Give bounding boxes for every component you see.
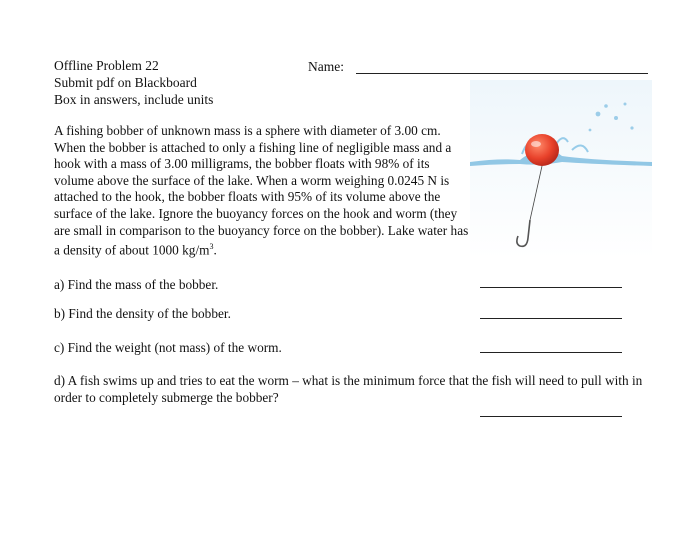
water-drop [614, 116, 618, 120]
water-drop [589, 129, 592, 132]
bobber-highlight [531, 141, 541, 147]
question-d: d) A fish swims up and tries to eat the worm – what is the minimum force that the fish will need to pull with in order to completely submerge the bobber? [54, 373, 643, 405]
problem-end: . [213, 242, 217, 258]
question-c: c) Find the weight (not mass) of the worm. [54, 340, 282, 355]
water-drop [624, 103, 627, 106]
fishing-bobber-illustration [470, 80, 652, 258]
name-field-line[interactable] [356, 73, 648, 74]
header-box-instruction: Box in answers, include units [54, 92, 214, 107]
water-drop [604, 104, 608, 108]
question-a: a) Find the mass of the bobber. [54, 277, 219, 292]
answer-line-c[interactable] [480, 352, 622, 353]
bobber [525, 134, 559, 166]
name-label: Name: [308, 59, 344, 74]
water-drop [630, 126, 633, 129]
answer-line-a[interactable] [480, 287, 622, 288]
header-submit-instruction: Submit pdf on Blackboard [54, 75, 197, 90]
illustration-background [470, 80, 652, 258]
header-title: Offline Problem 22 [54, 58, 159, 73]
question-b: b) Find the density of the bobber. [54, 306, 231, 321]
density-exponent: 3 [209, 242, 214, 252]
problem-statement [54, 123, 472, 259]
water-drop [596, 112, 601, 117]
answer-line-d[interactable] [480, 416, 622, 417]
answer-line-b[interactable] [480, 318, 622, 319]
problem-text: A fishing bobber of unknown mass is a sphere with diameter of 3.00 cm. When the bobber is attached to only a fishing line of negligible mass and a hook with a mass of 3.00 milligrams, the bobber floats with 98% of its volume above the surface of the lake. When a worm weighing 0.0245 N is attached to the hook, the bobber floats with 95% of its volume above the surface of the lake. Ignore the buoyancy forces on the hook and worm (they are small in comparison to the buoyancy force on the bobber). Lake water has a density of about 1000 kg/m [54, 123, 469, 258]
